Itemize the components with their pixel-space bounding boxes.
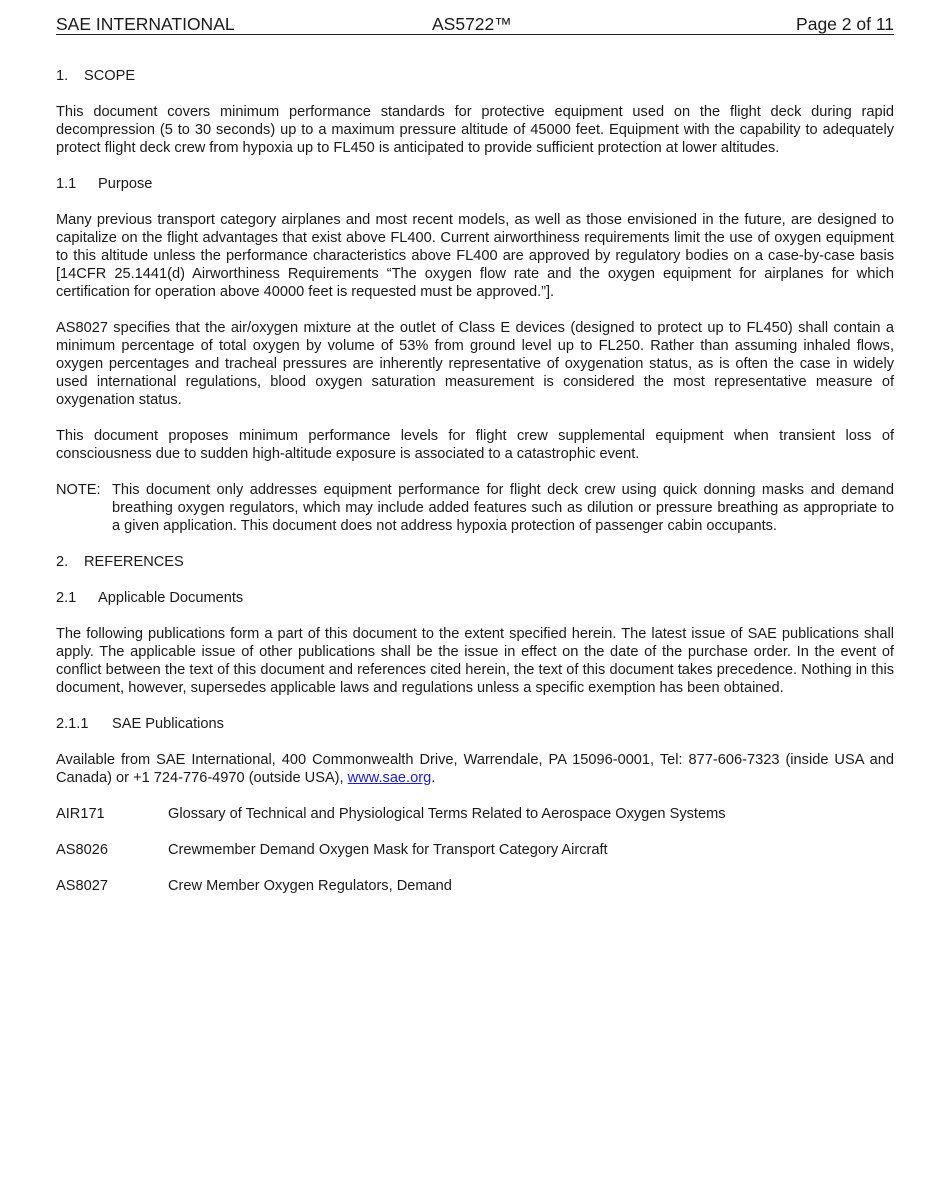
section-heading-scope [56, 67, 894, 85]
reference-code: AIR171 [56, 806, 105, 822]
note-label: NOTE: [56, 482, 101, 498]
availability-text: Available from SAE International, 400 Commonwealth Drive, Warrendale, PA 15096-0001, Tel: 877-606-7323 (inside USA and Canada) or +1 724-776-4970 (outside USA), [56, 752, 894, 786]
publisher-name: SAE INTERNATIONAL [56, 14, 235, 34]
reference-title: Glossary of Technical and Physiological Terms Related to Aerospace Oxygen Systems [168, 806, 726, 822]
section-heading-references [56, 553, 894, 571]
purpose-paragraph: Many previous transport category airplanes and most recent models, as well as those envisioned in the future, are designed to capitalize on the flight advantages that exist above FL400. Current airworthiness requirements limit the use of oxygen equipment to this altitude unless the performance characteristics above FL400 are approved by regulatory bodies on a case-by-case basis [14CFR 25.1441(d) Airworthiness Requirements “The oxygen flow rate and the oxygen equipment for airplanes for which certification for operation above 40000 feet is requested must be approved.”]. [56, 212, 894, 300]
purpose-paragraph: AS8027 specifies that the air/oxygen mixture at the outlet of Class E devices (designed to protect up to FL450) shall contain a minimum percentage of total oxygen by volume of 53% from ground level up to FL250. Rather than assuming inhaled flows, oxygen percentages and tracheal pressures are inherently representative of oxygenation status, as is often the case in widely used international regulations, blood oxygen saturation measurement is considered the most representative measure of oxygenation status. [56, 320, 894, 408]
note-block [56, 481, 894, 535]
document-body [56, 67, 894, 913]
section-title: SCOPE [84, 68, 136, 84]
reference-item [56, 841, 894, 859]
reference-title: Crew Member Oxygen Regulators, Demand [168, 878, 452, 894]
section-number: 2. [56, 554, 69, 570]
sae-website-link[interactable]: www.sae.org [347, 770, 432, 786]
section-number: 1.1 [56, 176, 77, 192]
link-suffix: . [431, 770, 436, 786]
reference-item [56, 805, 894, 823]
section-heading-sae-publications [56, 715, 894, 733]
reference-title: Crewmember Demand Oxygen Mask for Transport Category Aircraft [168, 842, 608, 858]
applicable-paragraph: The following publications form a part of this document to the extent specified herein. The latest issue of SAE publications shall apply. The applicable issue of other publications shall be the issue in effect on the date of the purchase order. In the event of conflict between the text of this document and references cited herein, the text of this document takes precedence. Nothing in this document, however, supersedes applicable laws and regulations unless a specific exemption has been obtained. [56, 626, 894, 696]
scope-paragraph: This document covers minimum performance standards for protective equipment used on the flight deck during rapid decompression (5 to 30 seconds) up to a maximum pressure altitude of 45000 feet. Equipment with the capability to adequately protect flight deck crew from hypoxia up to FL450 is anticipated to provide sufficient protection at lower altitudes. [56, 104, 894, 156]
section-heading-applicable-documents [56, 589, 894, 607]
reference-item [56, 877, 894, 895]
page-header [56, 13, 894, 35]
section-title: REFERENCES [84, 554, 184, 570]
section-title: Purpose [98, 176, 153, 192]
purpose-paragraph: This document proposes minimum performance levels for flight crew supplemental equipment when transient loss of consciousness due to sudden high-altitude exposure is associated to a catastrophic event. [56, 428, 894, 462]
section-number: 2.1.1 [56, 716, 89, 732]
document-number: AS5722™ [432, 14, 512, 34]
page-number: Page 2 of 11 [796, 14, 894, 34]
section-title: SAE Publications [112, 716, 224, 732]
section-title: Applicable Documents [98, 590, 244, 606]
availability-paragraph [56, 751, 894, 787]
section-number: 1. [56, 68, 69, 84]
reference-code: AS8026 [56, 842, 108, 858]
reference-code: AS8027 [56, 878, 108, 894]
section-heading-purpose [56, 175, 894, 193]
note-text: This document only addresses equipment performance for flight deck crew using quick donning masks and demand breathing oxygen regulators, which may include added features such as dilution or pressure breathing as appropriate to a given application. This document does not address hypoxia protection of passenger cabin occupants. [112, 482, 894, 534]
section-number: 2.1 [56, 590, 77, 606]
